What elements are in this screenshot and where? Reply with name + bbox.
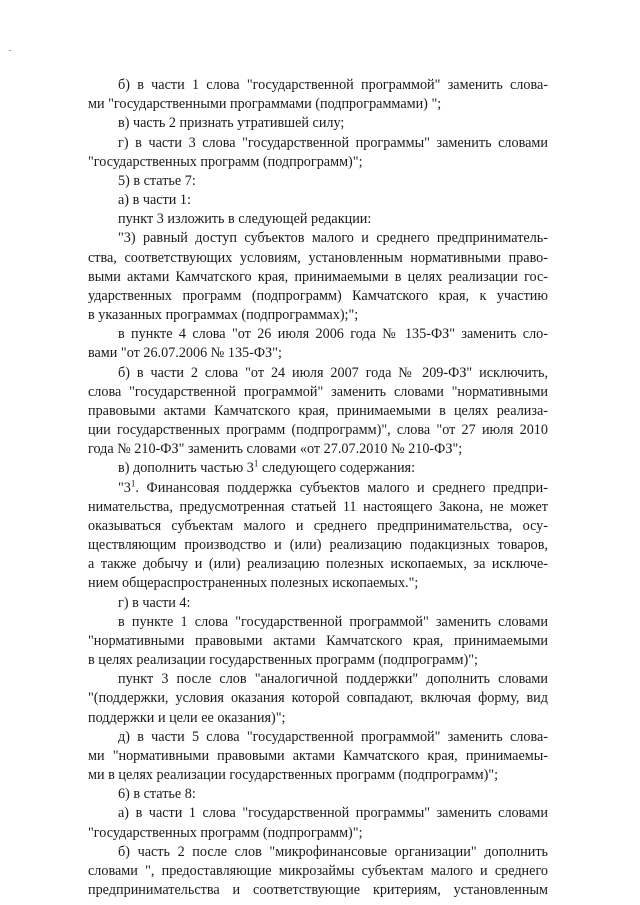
text-line: г) в части 4: bbox=[118, 595, 191, 611]
text-line: "3) равный доступ субъектов малого и среднего предприниматель- bbox=[118, 230, 548, 246]
text-line bbox=[118, 479, 548, 498]
text-segment: следующего содержания: bbox=[258, 460, 416, 476]
text-line: ми в целях реализации государственных программ (подпрограмм)"; bbox=[88, 767, 499, 783]
text-line: оказываться субъектам малого и среднего предпринимательства, осу- bbox=[88, 518, 548, 534]
text-line: ударственных программ (подпрограмм) Камчатского края, к участию bbox=[88, 288, 548, 304]
text-line: ства, соответствующих условиям, установленным нормативными право- bbox=[88, 250, 548, 266]
text-line: в пункте 4 слова "от 26 июля 2006 года № 135-ФЗ" заменить сло- bbox=[118, 326, 548, 342]
text-line: ции государственных программ (подпрограмм)", слова "от 27 июля 2010 bbox=[88, 422, 548, 438]
text-line: года № 210-ФЗ" заменить словами «от 27.07.2010 № 210-ФЗ"; bbox=[88, 441, 463, 457]
text-line: 6) в статье 8: bbox=[118, 786, 196, 802]
text-line bbox=[118, 459, 548, 478]
text-line: в целях реализации государственных программ (подпрограмм)"; bbox=[88, 652, 478, 668]
text-line: а) в части 1 слова "государственной программы" заменить словами bbox=[118, 805, 548, 821]
text-line: слова "государственной программой" заменить словами "нормативными bbox=[88, 384, 548, 400]
text-line: б) часть 2 после слов "микрофинансовые организации" дополнить bbox=[118, 844, 548, 860]
text-line: а также добычу и (или) реализацию полезных ископаемых, за исключе- bbox=[88, 556, 548, 572]
text-line: словами ", предоставляющие микрозаймы субъектам малого и среднего bbox=[88, 863, 548, 879]
text-line: выми актами Камчатского края, принимаемыми в целях реализации гос- bbox=[88, 269, 548, 285]
text-line: д) в части 5 слова "государственной программой" заменить слова- bbox=[118, 729, 548, 745]
text-line: "государственных программ (подпрограмм)"; bbox=[88, 154, 363, 170]
text-line: в) часть 2 признать утратившей силу; bbox=[118, 115, 345, 131]
text-line: в пункте 1 слова "государственной программой" заменить словами bbox=[118, 614, 548, 630]
text-line: "нормативными правовыми актами Камчатского края, принимаемыми bbox=[88, 633, 548, 649]
superscript: 1 bbox=[253, 458, 259, 469]
text-line: "государственных программ (подпрограмм)"; bbox=[88, 825, 363, 841]
text-line: правовыми актами Камчатского края, принимаемыми в целях реализа- bbox=[88, 403, 548, 419]
text-line: ми "государственными программами (подпрограммами) "; bbox=[88, 96, 442, 112]
text-line: б) в части 1 слова "государственной программой" заменить слова- bbox=[118, 77, 548, 93]
text-line: предпринимательства и соответствующие критериям, установленным bbox=[88, 882, 548, 898]
superscript: 1 bbox=[130, 478, 136, 489]
text-line: б) в части 2 слова "от 24 июля 2007 года № 209-ФЗ" исключить, bbox=[118, 365, 548, 381]
text-line: а) в части 1: bbox=[118, 192, 191, 208]
text-line: пункт 3 после слов "аналогичной поддержки" дополнить словами bbox=[118, 671, 548, 687]
text-line: г) в части 3 слова "государственной программы" заменить словами bbox=[118, 135, 548, 151]
text-line: поддержки и цели ее оказания)"; bbox=[88, 710, 286, 726]
text-line: пункт 3 изложить в следующей редакции: bbox=[118, 211, 372, 227]
text-line: 5) в статье 7: bbox=[118, 173, 196, 189]
text-segment: в) дополнить частью 3 bbox=[118, 460, 254, 476]
text-line: ществляющим производство и (или) реализацию подакцизных товаров, bbox=[88, 537, 548, 553]
text-segment: . Финансовая поддержка субъектов малого и среднего предпри- bbox=[135, 480, 548, 496]
text-line: ми "нормативными правовыми актами Камчатского края, принимаемы- bbox=[88, 748, 548, 764]
text-line: вами "от 26.07.2006 № 135-ФЗ"; bbox=[88, 345, 282, 361]
margin-mark bbox=[9, 50, 11, 51]
text-line: нием общераспространенных полезных ископаемых."; bbox=[88, 575, 419, 591]
text-line: в указанных программах (подпрограммах);"; bbox=[88, 307, 359, 323]
text-segment: "3 bbox=[118, 480, 131, 496]
text-line: "(поддержки, условия оказания которой совпадают, включая форму, вид bbox=[88, 690, 548, 706]
text-line: нимательства, предусмотренная статьей 11 настоящего Закона, не может bbox=[88, 499, 548, 515]
